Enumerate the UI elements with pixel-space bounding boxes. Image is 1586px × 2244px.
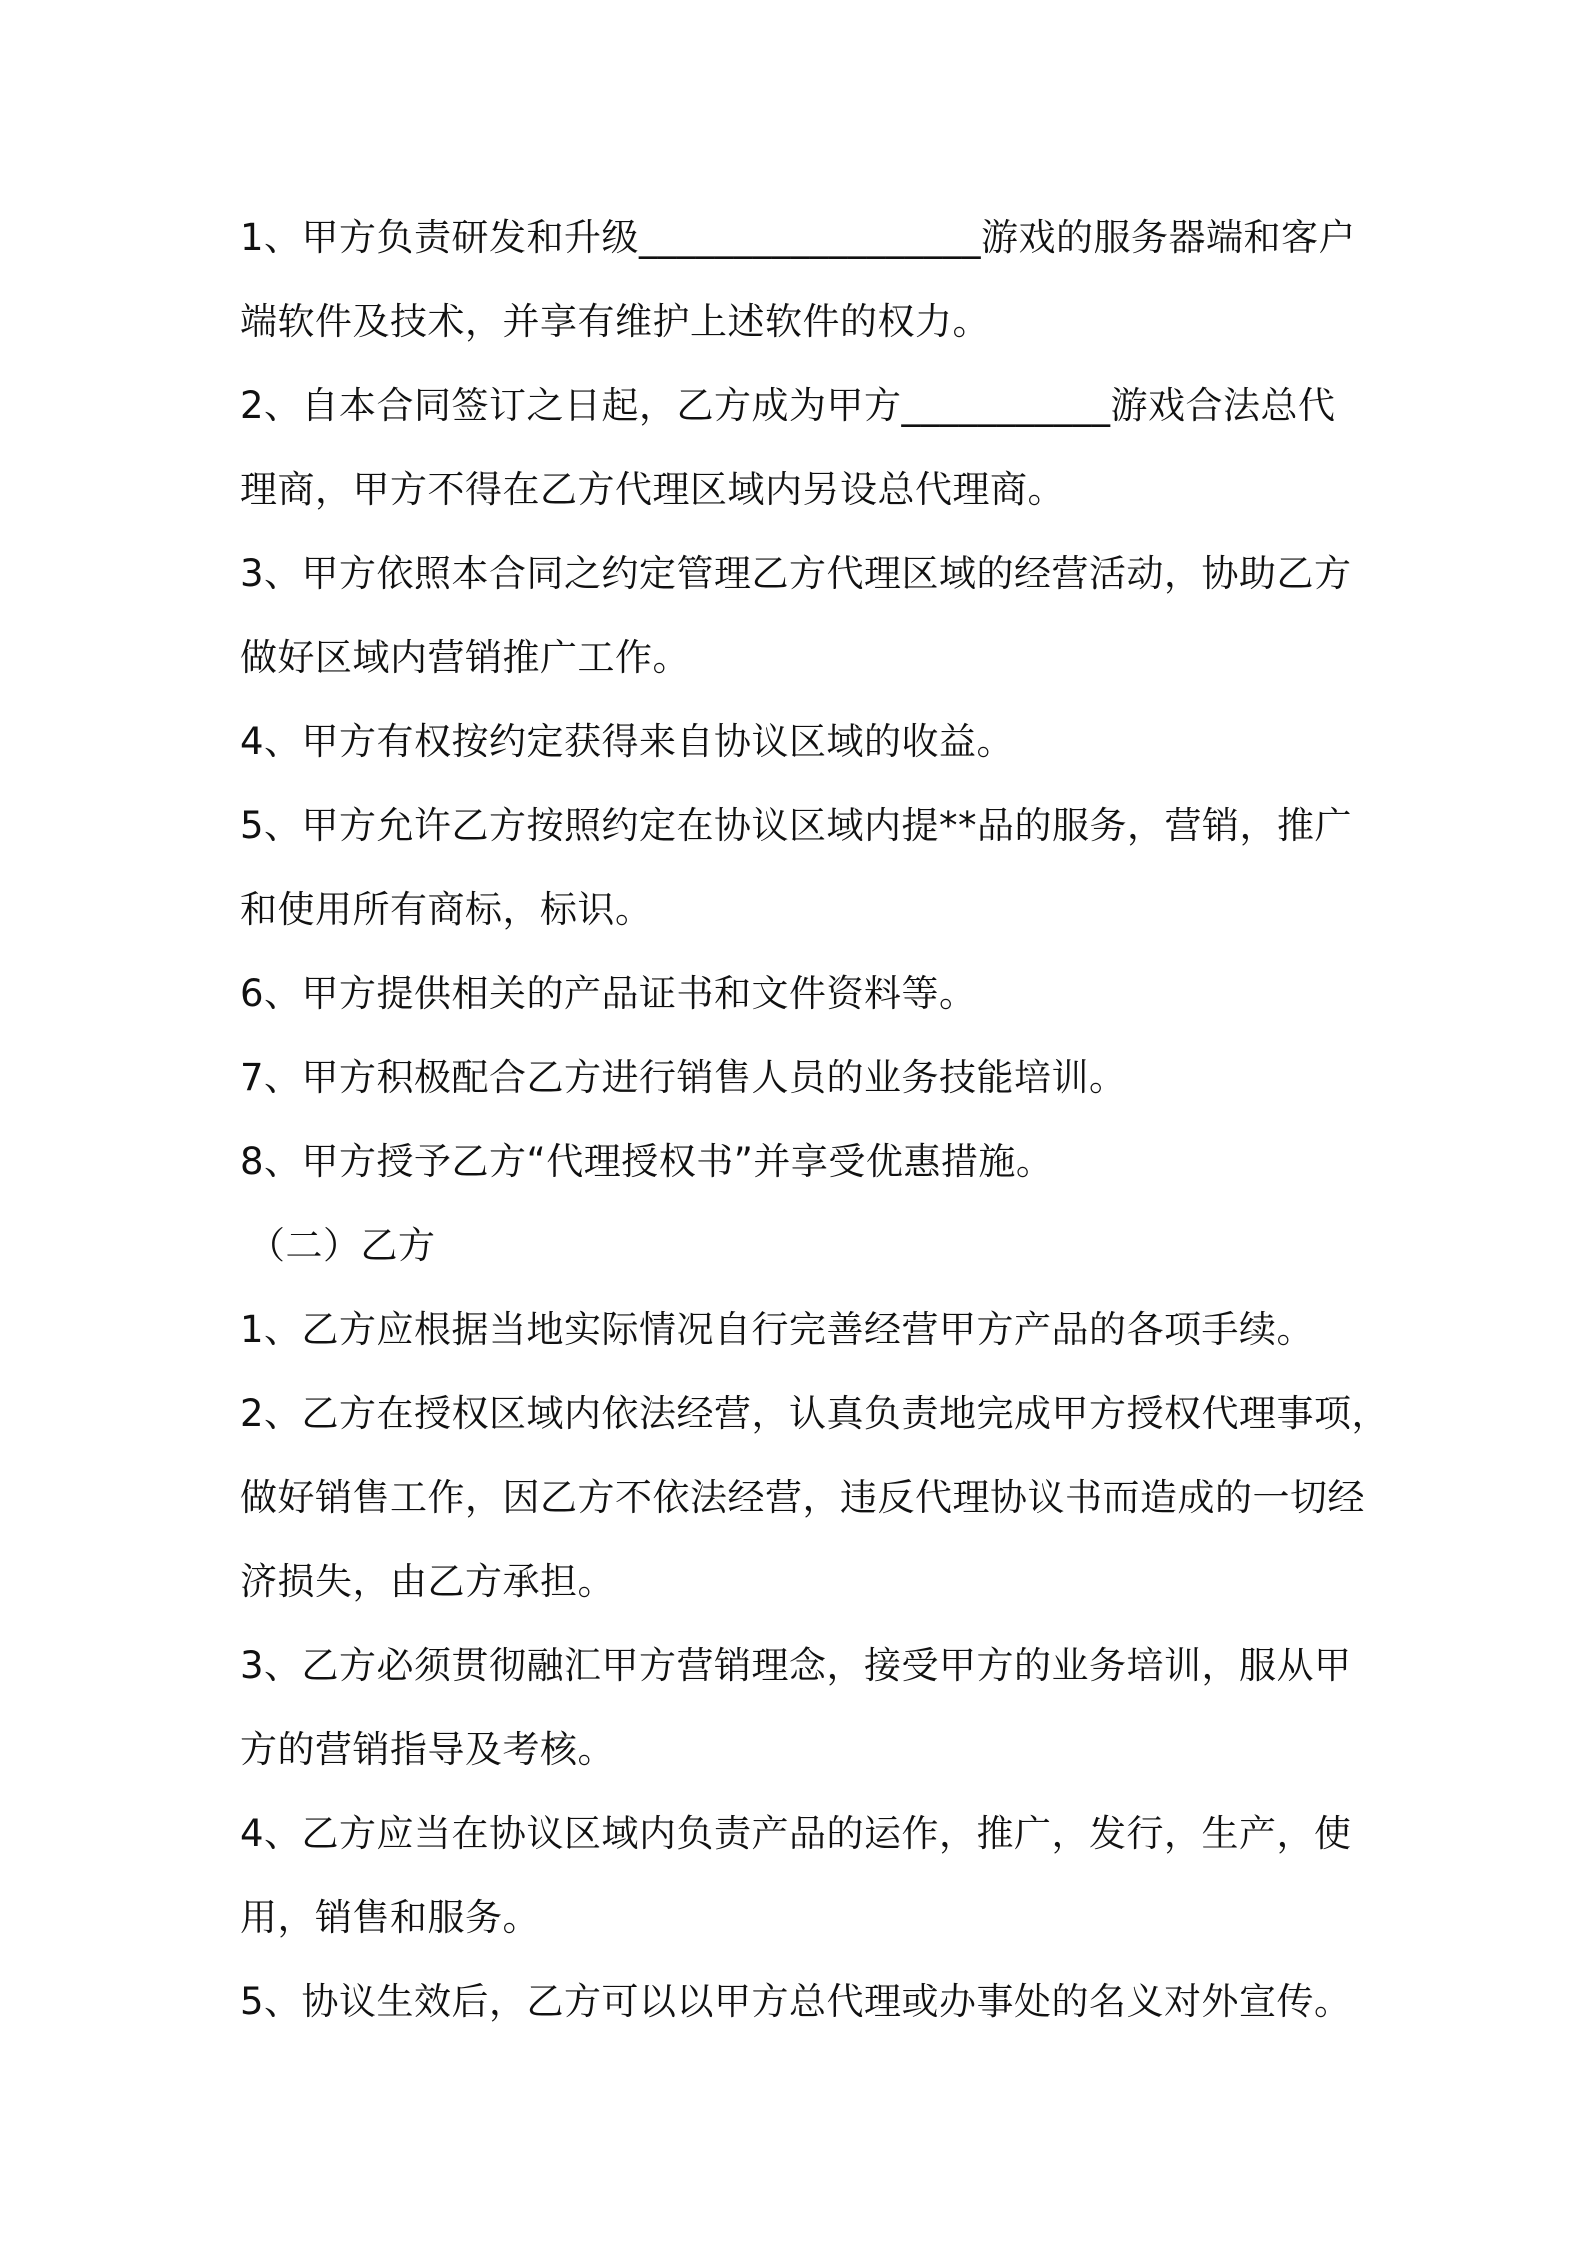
section-heading-party-b: （二）乙方 [248,1224,436,1267]
party-b-clause-2-line-2: 做好销售工作，因乙方不依法经营，违反代理协议书而造成的一切经 [240,1476,1365,1519]
party-b-clause-4-line-2: 用，销售和服务。 [240,1896,540,1939]
party-a-clause-2-line-1: 2、自本合同签订之日起，乙方成为甲方___________游戏合法总代 [240,384,1336,427]
party-a-clause-6: 6、甲方提供相关的产品证书和文件资料等。 [240,972,977,1015]
party-a-clause-5-line-2: 和使用所有商标，标识。 [240,888,653,931]
party-a-clause-5-line-1: 5、甲方允许乙方按照约定在协议区域内提**品的服务，营销，推广 [240,804,1353,847]
party-a-clause-7: 7、甲方积极配合乙方进行销售人员的业务技能培训。 [240,1056,1127,1099]
party-a-clause-3-line-1: 3、甲方依照本合同之约定管理乙方代理区域的经营活动，协助乙方 [240,552,1352,595]
party-b-clause-3-line-2: 方的营销指导及考核。 [240,1728,615,1771]
party-a-clause-8: 8、甲方授予乙方“代理授权书”并享受优惠措施。 [240,1140,1054,1183]
document-body [240,196,1390,2044]
party-b-clause-1: 1、乙方应根据当地实际情况自行完善经营甲方产品的各项手续。 [240,1308,1315,1351]
party-a-clause-2-line-2: 理商，甲方不得在乙方代理区域内另设总代理商。 [240,468,1065,511]
party-a-clause-3-line-2: 做好区域内营销推广工作。 [240,636,690,679]
party-b-clause-2-line-1: 2、乙方在授权区域内依法经营，认真负责地完成甲方授权代理事项， [240,1392,1390,1435]
party-b-clause-5: 5、协议生效后，乙方可以以甲方总代理或办事处的名义对外宣传。 [240,1980,1352,2023]
party-b-clause-4-line-1: 4、乙方应当在协议区域内负责产品的运作，推广，发行，生产，使 [240,1812,1352,1855]
party-a-clause-4: 4、甲方有权按约定获得来自协议区域的收益。 [240,720,1015,763]
party-a-clause-1-line-2: 端软件及技术，并享有维护上述软件的权力。 [240,300,990,343]
party-b-clause-3-line-1: 3、乙方必须贯彻融汇甲方营销理念，接受甲方的业务培训，服从甲 [240,1644,1352,1687]
party-a-clause-1-line-1: 1、甲方负责研发和升级__________________游戏的服务器端和客户 [240,216,1357,259]
party-b-clause-2-line-3: 济损失，由乙方承担。 [240,1560,615,1603]
